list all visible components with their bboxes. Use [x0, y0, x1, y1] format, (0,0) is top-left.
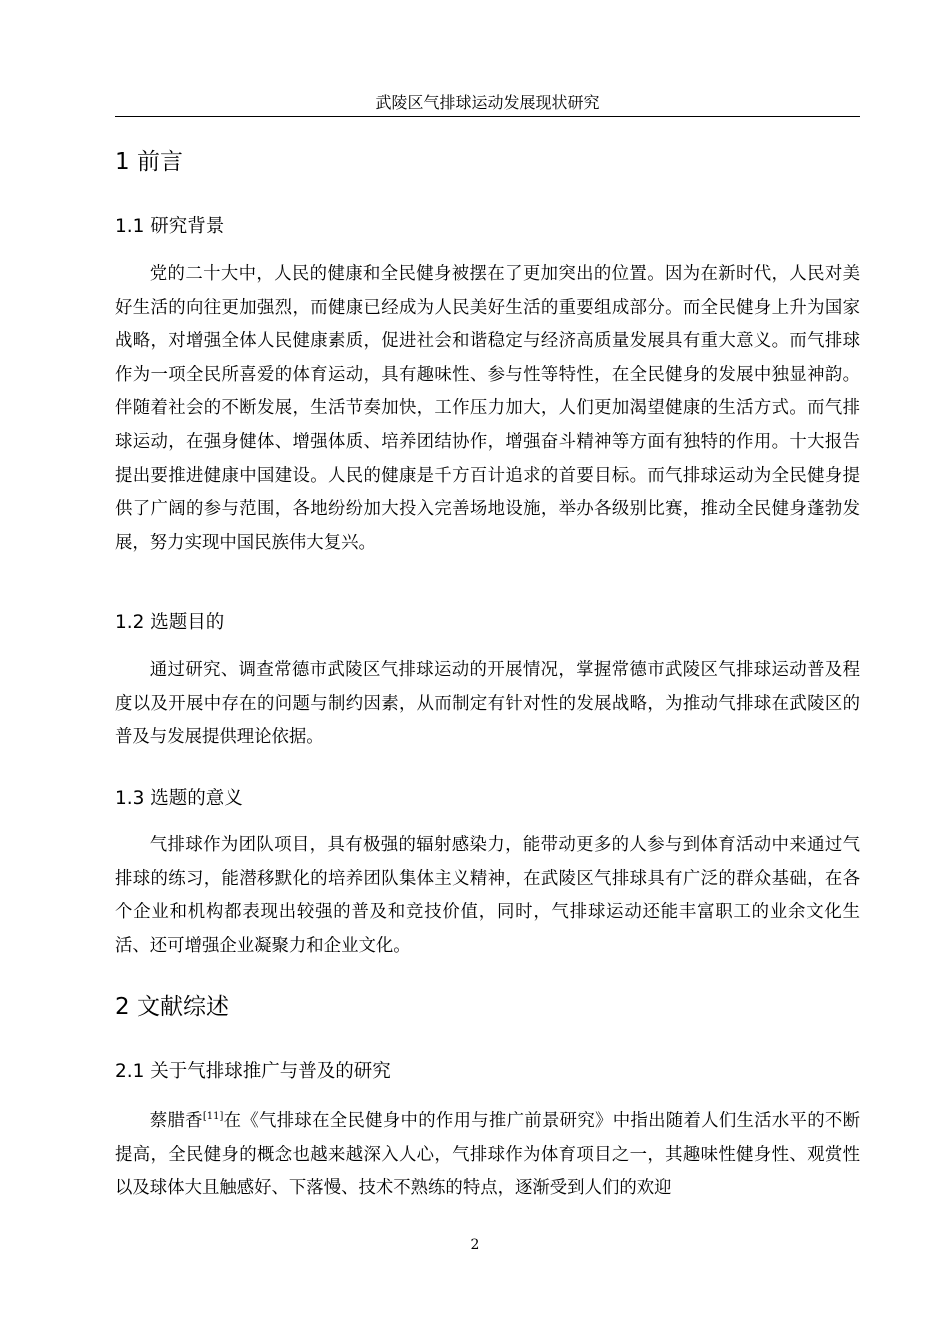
section-1-2-paragraph: 通过研究、调查常德市武陵区气排球运动的开展情况，掌握常德市武陵区气排球运动普及程度以及开展中存在的问题与制约因素，从而制定有针对性的发展战略，为推动气排球在武陵区的普及与发展提供理论依据。 [115, 660, 860, 748]
running-header: 武陵区气排球运动发展现状研究 [375, 93, 600, 112]
section-1-3-heading: 1.3 选题的意义 [115, 788, 243, 809]
citation-reference[interactable]: [11] [202, 1111, 224, 1123]
paragraph-start-text: 蔡腊香 [149, 1111, 203, 1131]
section-1-heading: 1 前言 [115, 149, 183, 175]
section-1-3-paragraph: 气排球作为团队项目，具有极强的辐射感染力，能带动更多的人参与到体育活动中来通过气排球的练习，能潜移默化的培养团队集体主义精神，在武陵区气排球具有广泛的群众基础，在各个企业和机构都表现出较强的普及和竞技价值，同时，气排球运动还能丰富职工的业余文化生活、还可增强企业凝聚力和企业文化。 [115, 835, 860, 956]
section-2-1-heading: 2.1 关于气排球推广与普及的研究 [115, 1061, 391, 1082]
page-number: 2 [470, 1237, 480, 1253]
section-1-2-heading: 1.2 选题目的 [115, 612, 225, 633]
section-2-1-paragraph [115, 1105, 860, 1206]
section-1-1-heading: 1.1 研究背景 [115, 216, 225, 237]
section-1-1-paragraph: 党的二十大中，人民的健康和全民健身被摆在了更加突出的位置。因为在新时代，人民对美好生活的向往更加强烈，而健康已经成为人民美好生活的重要组成部分。而全民健身上升为国家战略，对增强全体人民健康素质，促进社会和谐稳定与经济高质量发展具有重大意义。而气排球作为一项全民所喜爱的体育运动，具有趣味性、参与性等特性，在全民健身的发展中独显神韵。伴随着社会的不断发展，生活节奏加快，工作压力加大，人们更加渴望健康的生活方式。而气排球运动，在强身健体、增强体质、培养团结协作，增强奋斗精神等方面有独特的作用。十大报告提出要推进健康中国建设。人民的健康是千方百计追求的首要目标。而气排球运动为全民健身提供了广阔的参与范围，各地纷纷加大投入完善场地设施，举办各级别比赛，推动全民健身蓬勃发展，努力实现中国民族伟大复兴。 [115, 264, 860, 553]
section-2-heading: 2 文献综述 [115, 994, 229, 1020]
paragraph-rest-text: 在《气排球在全民健身中的作用与推广前景研究》中指出随着人们生活水平的不断提高，全民健身的概念也越来越深入人心，气排球作为体育项目之一，其趣味性健身性、观赏性以及球体大且触感好、下落慢、技术不熟练的特点，逐渐受到人们的欢迎 [115, 1111, 860, 1199]
header-rule [115, 116, 860, 117]
